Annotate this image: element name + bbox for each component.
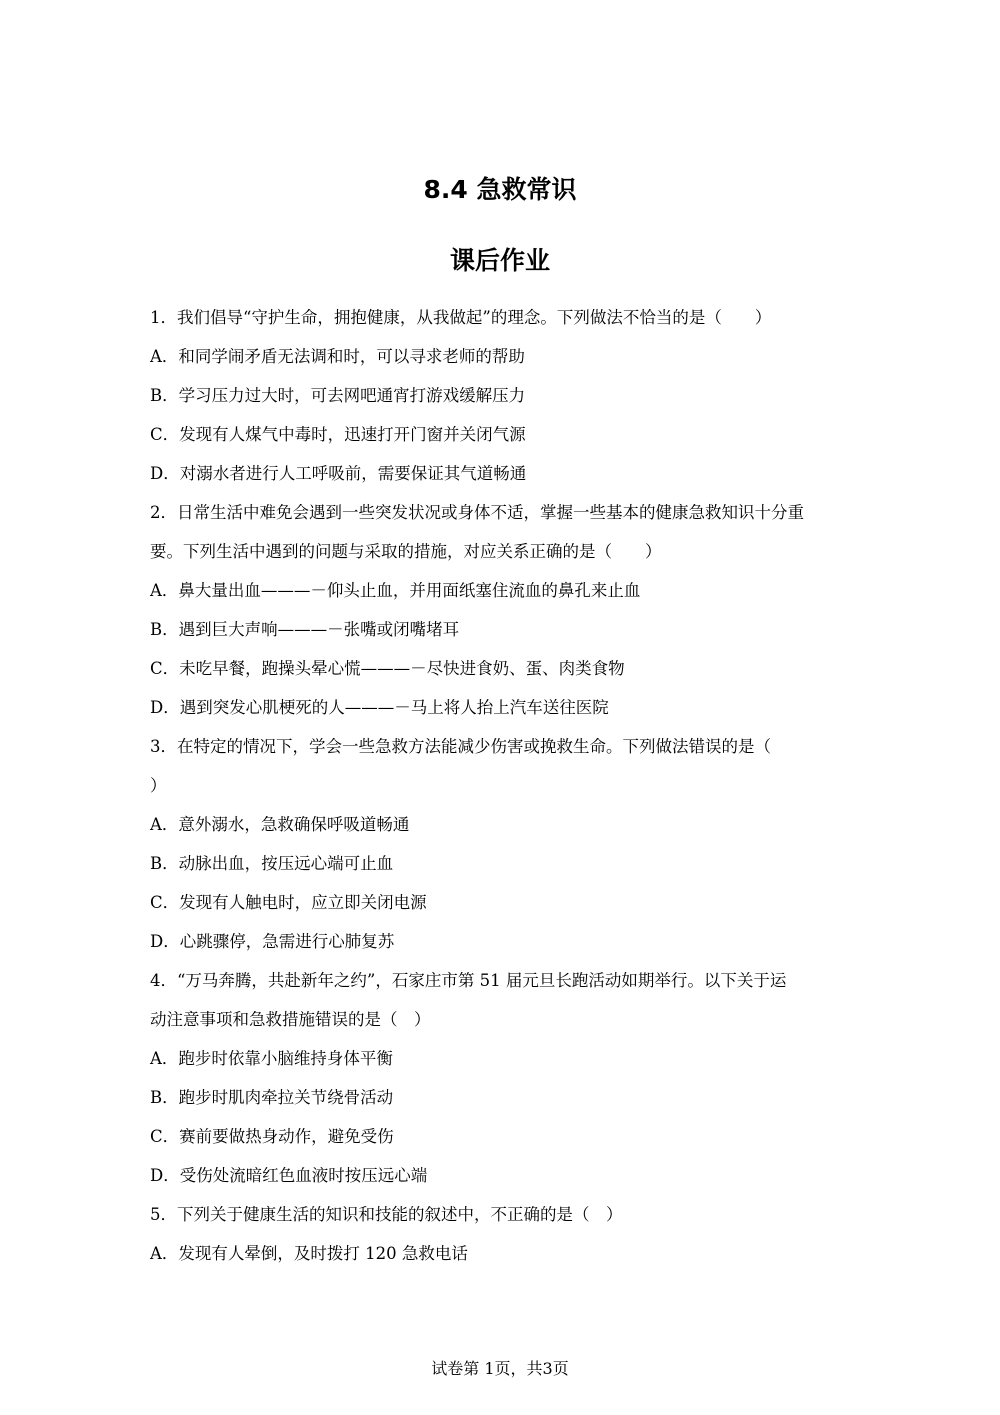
option-c: C．赛前要做热身动作，避免受伤 <box>150 1127 394 1146</box>
option-b: B．跑步时肌肉牵拉关节绕骨活动 <box>150 1088 394 1107</box>
option-d: D．遇到突发心肌梗死的人———－马上将人抬上汽车送往医院 <box>150 698 609 717</box>
page-title: 8.4 急救常识 <box>423 175 577 204</box>
question-stem-line: ） <box>150 776 167 795</box>
option-b: B．遇到巨大声响———－张嘴或闭嘴堵耳 <box>150 620 460 639</box>
question-stem-line: 要。下列生活中遇到的问题与采取的措施，对应关系正确的是（ ） <box>150 542 662 561</box>
question-2 <box>150 493 855 727</box>
question-stem-line: 3．在特定的情况下，学会一些急救方法能减少伤害或挽救生命。下列做法错误的是（ <box>150 737 771 756</box>
question-4 <box>150 961 855 1195</box>
question-stem-line: 动注意事项和急救措施错误的是（ ） <box>150 1010 431 1029</box>
question-stem-line: 5．下列关于健康生活的知识和技能的叙述中，不正确的是（ ） <box>150 1205 623 1224</box>
option-d: D．心跳骤停，急需进行心肺复苏 <box>150 932 395 951</box>
option-c: C．发现有人触电时，应立即关闭电源 <box>150 893 427 912</box>
page-subtitle: 课后作业 <box>449 246 550 275</box>
option-b: B．学习压力过大时，可去网吧通宵打游戏缓解压力 <box>150 386 526 405</box>
question-stem-line: 1．我们倡导“守护生命，拥抱健康，从我做起”的理念。下列做法不恰当的是（ ） <box>150 308 772 327</box>
option-a: A．意外溺水，急救确保呼吸道畅通 <box>150 815 410 834</box>
question-stem-line: 4．“万马奔腾，共赴新年之约”，石家庄市第 51 届元旦长跑活动如期举行。以下关于运 <box>150 971 787 990</box>
option-a: A．跑步时依靠小脑维持身体平衡 <box>150 1049 393 1068</box>
question-stem-line: 2．日常生活中难免会遇到一些突发状况或身体不适，掌握一些基本的健康急救知识十分重 <box>150 503 804 522</box>
question-list <box>150 298 855 1273</box>
option-c: C．未吃早餐，跑操头晕心慌———－尽快进食奶、蛋、肉类食物 <box>150 659 625 678</box>
page-footer: 试卷第 1页，共3页 <box>431 1359 569 1378</box>
option-a: A．鼻大量出血———－仰头止血，并用面纸塞住流血的鼻孔来止血 <box>150 581 641 600</box>
question-5 <box>150 1195 855 1273</box>
question-1 <box>150 298 855 493</box>
option-b: B．动脉出血，按压远心端可止血 <box>150 854 394 873</box>
question-3 <box>150 727 855 961</box>
option-d: D．受伤处流暗红色血液时按压远心端 <box>150 1166 428 1185</box>
option-d: D．对溺水者进行人工呼吸前，需要保证其气道畅通 <box>150 464 527 483</box>
option-a: A．发现有人晕倒，及时拨打 120 急救电话 <box>150 1244 468 1263</box>
option-c: C．发现有人煤气中毒时，迅速打开门窗并关闭气源 <box>150 425 526 444</box>
option-a: A．和同学闹矛盾无法调和时，可以寻求老师的帮助 <box>150 347 525 366</box>
